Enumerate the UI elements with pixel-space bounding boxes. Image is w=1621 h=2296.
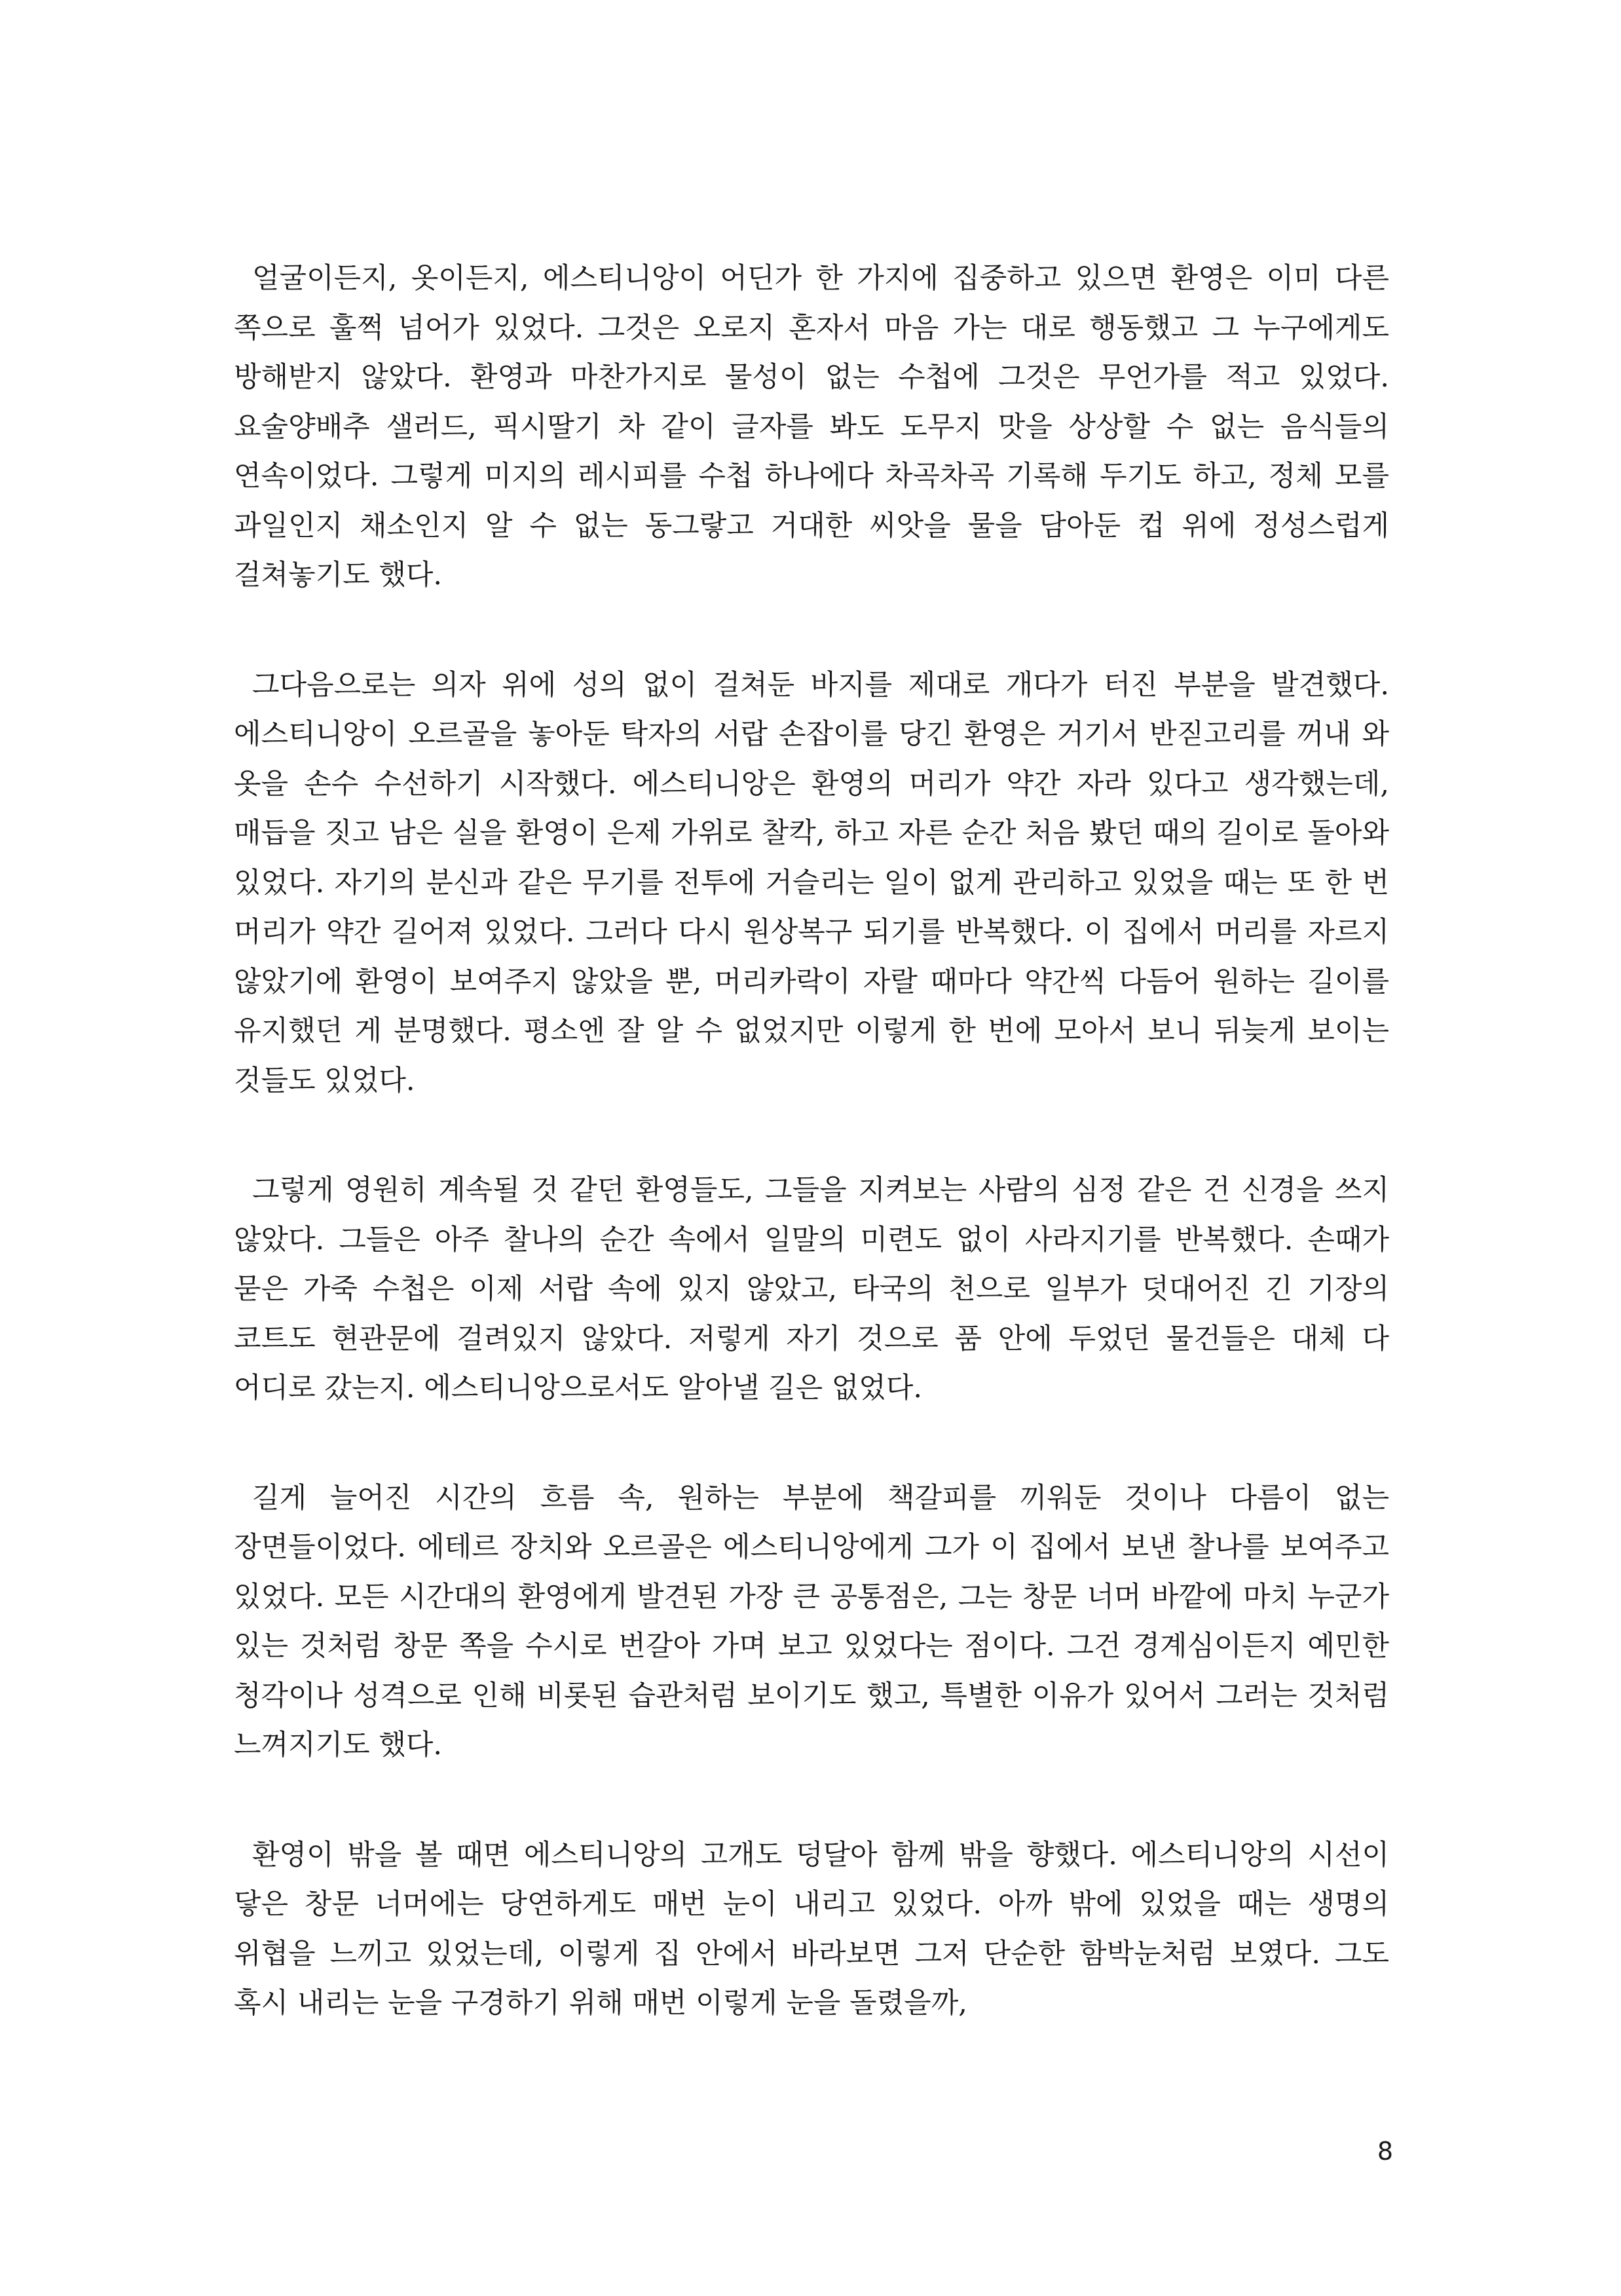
- page-number: 8: [1377, 2137, 1394, 2166]
- body-text: [234, 254, 1389, 2029]
- paragraph-3: 그렇게 영원히 계속될 것 같던 환영들도, 그들을 지켜보는 사람의 심정 같은 건 신경을 쓰지 않았다. 그들은 아주 찰나의 순간 속에서 일말의 미련도 없이 사라지기를 반복했다. 손때가 묻은 가죽 수첩은 이제 서랍 속에 있지 않았고, 타국의 천으로 일부가 덧대어진 긴 기장의 코트도 현관문에 걸려있지 않았다. 저렇게 자기 것으로 품 안에 두었던 물건들은 대체 다 어디로 갔는지. 에스티니앙으로서도 알아낼 길은 없었다.: [234, 1174, 1389, 1404]
- paragraph-4: 길게 늘어진 시간의 흐름 속, 원하는 부분에 책갈피를 끼워둔 것이나 다름이 없는 장면들이었다. 에테르 장치와 오르골은 에스티니앙에게 그가 이 집에서 보낸 찰나를 보여주고 있었다. 모든 시간대의 환영에게 발견된 가장 큰 공통점은, 그는 창문 너머 바깥에 마치 누군가 있는 것처럼 창문 쪽을 수시로 번갈아 가며 보고 있었다는 점이다. 그건 경계심이든지 예민한 청각이나 성격으로 인해 비롯된 습관처럼 보이기도 했고, 특별한 이유가 있어서 그러는 것처럼 느껴지기도 했다.: [234, 1481, 1389, 1761]
- paragraph-5: 환영이 밖을 볼 때면 에스티니앙의 고개도 덩달아 함께 밖을 향했다. 에스티니앙의 시선이 닿은 창문 너머에는 당연하게도 매번 눈이 내리고 있었다. 아까 밖에 있었을 때는 생명의 위협을 느끼고 있었는데, 이렇게 집 안에서 바라보면 그저 단순한 함박눈처럼 보였다. 그도 혹시 내리는 눈을 구경하기 위해 매번 이렇게 눈을 돌렸을까,: [234, 1838, 1389, 2020]
- paragraph-2: 그다음으로는 의자 위에 성의 없이 걸쳐둔 바지를 제대로 개다가 터진 부분을 발견했다. 에스티니앙이 오르골을 놓아둔 탁자의 서랍 손잡이를 당긴 환영은 거기서 반짇고리를 꺼내 와 옷을 손수 수선하기 시작했다. 에스티니앙은 환영의 머리가 약간 자라 있다고 생각했는데, 매듭을 짓고 남은 실을 환영이 은제 가위로 찰칵, 하고 자른 순간 처음 봤던 때의 길이로 돌아와 있었다. 자기의 분신과 같은 무기를 전투에 거슬리는 일이 없게 관리하고 있었을 때는 또 한 번 머리가 약간 길어져 있었다. 그러다 다시 원상복구 되기를 반복했다. 이 집에서 머리를 자르지 않았기에 환영이 보여주지 않았을 뿐, 머리카락이 자랄 때마다 약간씩 다듬어 원하는 길이를 유지했던 게 분명했다. 평소엔 잘 알 수 없었지만 이렇게 한 번에 모아서 보니 뒤늦게 보이는 것들도 있었다.: [234, 668, 1389, 1097]
- paragraph-1: 얼굴이든지, 옷이든지, 에스티니앙이 어딘가 한 가지에 집중하고 있으면 환영은 이미 다른 쪽으로 훌쩍 넘어가 있었다. 그것은 오로지 혼자서 마음 가는 대로 행동했고 그 누구에게도 방해받지 않았다. 환영과 마찬가지로 물성이 없는 수첩에 그것은 무언가를 적고 있었다. 요술양배추 샐러드, 픽시딸기 차 같이 글자를 봐도 도무지 맛을 상상할 수 없는 음식들의 연속이었다. 그렇게 미지의 레시피를 수첩 하나에다 차곡차곡 기록해 두기도 하고, 정체 모를 과일인지 채소인지 알 수 없는 동그랗고 거대한 씨앗을 물을 담아둔 컵 위에 정성스럽게 걸쳐놓기도 했다.: [234, 262, 1389, 592]
